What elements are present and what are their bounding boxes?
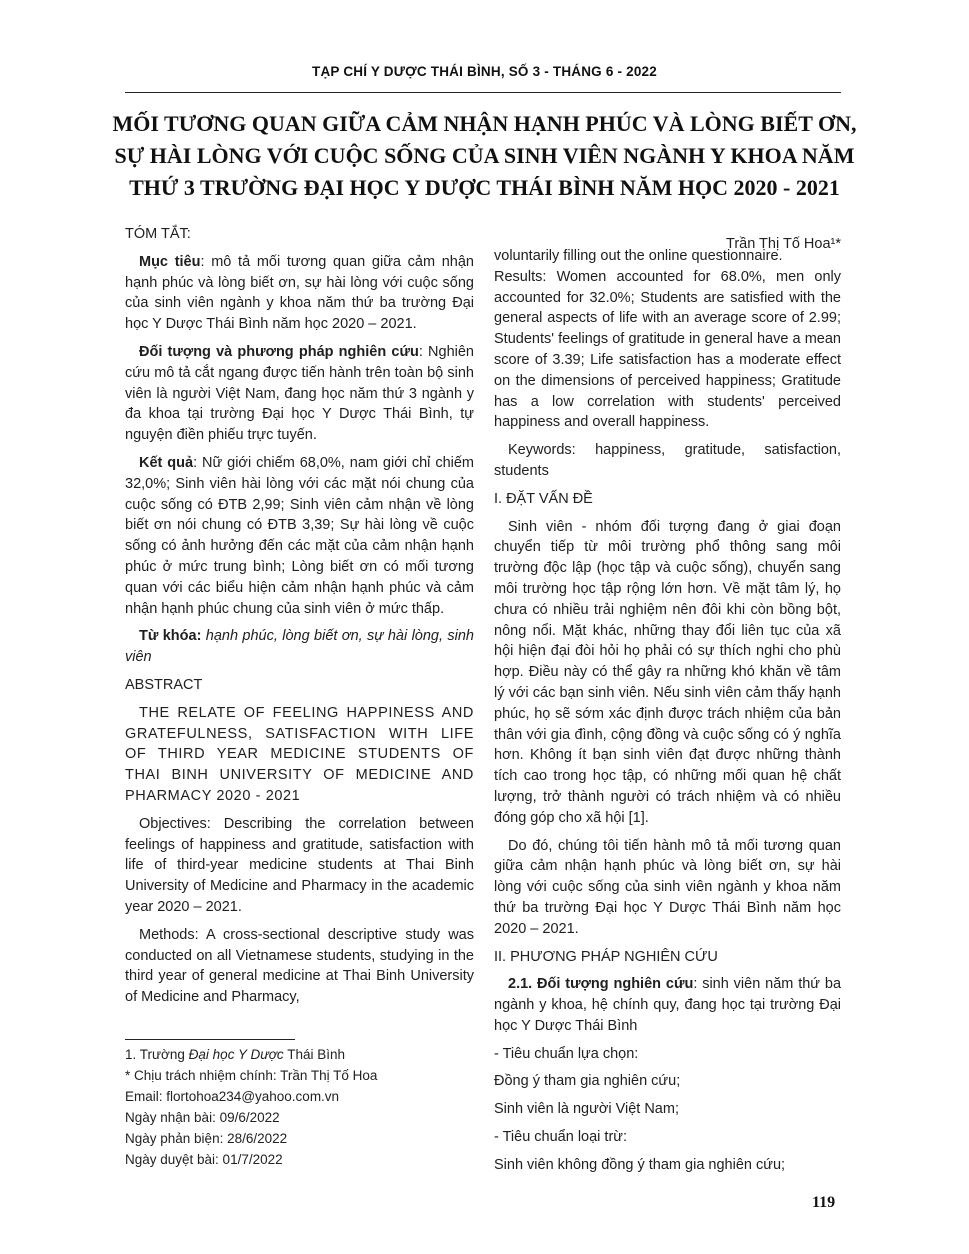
footnotes bbox=[125, 1044, 475, 1170]
section-2-heading: II. PHƯƠNG PHÁP NGHIÊN CỨU bbox=[494, 948, 718, 965]
title-line-2: SỰ HÀI LÒNG VỚI CUỘC SỐNG CỦA SINH VIÊN NGÀNH Y KHOA NĂM bbox=[114, 143, 855, 168]
section-2-1-paragraph bbox=[494, 974, 841, 1036]
methods-paragraph: Methods: A cross-sectional descriptive study was conducted on all Vietnamese students, studying in the third year of general medicine at Thai Binh University of Medicine and Pharmacy, bbox=[125, 926, 474, 1006]
doi-tuong-paragraph bbox=[125, 342, 474, 446]
left-column bbox=[125, 224, 474, 1015]
affiliation-suffix: Thái Bình bbox=[283, 1047, 345, 1062]
article-title bbox=[110, 108, 859, 204]
tu-khoa-paragraph bbox=[125, 626, 474, 668]
ket-qua-text: : Nữ giới chiếm 68,0%, nam giới chỉ chiếm 32,0%; Sinh viên hài lòng với các mặt nói chung của cuộc sống có ĐTB 2,99; Sinh viên cảm nhận về lòng biết ơn nói chung có ĐTB 3,39; Sự hài lòng về cuộc sống có ảnh hưởng đến các mặt của cảm nhận hạnh phúc ở mức trung bình; Lòng biết ơn có mối tương quan với các biểu hiện cảm nhận hạnh phúc và cảm nhận hạnh phúc chung của sinh viên ở mức thấp. bbox=[125, 454, 474, 617]
affiliation-prefix: 1. Trường bbox=[125, 1047, 189, 1062]
objectives-paragraph: Objectives: Describing the correlation between feelings of happiness and gratitude, satisfaction with life of third-year medicine students at Thai Binh University of Medicine and Pharmacy in the academic year 2020 – 2021. bbox=[125, 815, 474, 915]
tu-khoa-text: hạnh phúc, lòng biết ơn, sự hài lòng, sinh viên bbox=[125, 628, 474, 666]
footnote-reviewed: Ngày phản biện: 28/6/2022 bbox=[125, 1131, 288, 1146]
right-column bbox=[494, 246, 841, 1183]
muc-tieu-text: : mô tả mối tương quan giữa cảm nhận hạnh phúc và lòng biết ơn, sự hài lòng với cuộc sống của sinh viên ngành y khoa năm thứ ba trường Đại học Y Dược Thái Bình năm học 2020 – 2021. bbox=[125, 253, 474, 333]
header-rule bbox=[125, 92, 841, 93]
ket-qua-label: Kết quả bbox=[139, 454, 194, 471]
section-1-paragraph-2: Do đó, chúng tôi tiến hành mô tả mối tương quan giữa cảm nhận hạnh phúc và lòng biết ơn, sự hài lòng với cuộc sống của sinh viên ngành y khoa năm thứ ba trường Đại học Y Dược Thái Bình năm học 2020 – 2021. bbox=[494, 837, 841, 937]
include-item-2: Sinh viên là người Việt Nam; bbox=[494, 1101, 679, 1118]
section-1-paragraph-1: Sinh viên - nhóm đối tượng đang ở giai đoạn chuyển tiếp từ môi trường phổ thông sang môi trường độc lập (học tập và cuộc sống), chuyển sang môi trường học tập rộng lớn hơn. Về mặt tâm lý, họ chưa có nhiều trải nghiệm nên đôi khi còn bồng bột, nông nổi. Mặt khác, những thay đổi liên tục của xã hội hiện đại đòi hỏi họ phải có sự thích nghi cho phù hợp. Điều này có thể gây ra những khó khăn về tâm lý với các bạn sinh viên. Nếu sinh viên cảm thấy hạnh phúc, họ sẽ sớm xác định được trách nhiệm của bản thân với gia đình, cộng đồng và cuộc sống có ý nghĩa hơn. Không ít bạn sinh viên đạt được những thành tích cao trong học tập, có những mối quan hệ chất lượng, trở thành người có trách nhiệm và có nhiều đóng góp cho xã hội [1]. bbox=[494, 518, 841, 826]
include-item-1: Đồng ý tham gia nghiên cứu; bbox=[494, 1073, 681, 1090]
abstract-title: THE RELATE OF FEELING HAPPINESS AND GRATEFULNESS, SATISFACTION WITH LIFE OF THIRD YEAR MEDICINE STUDENTS OF THAI BINH UNIVERSITY OF MEDICINE AND PHARMACY 2020 - 2021 bbox=[125, 704, 474, 804]
exclude-item-1: Sinh viên không đồng ý tham gia nghiên cứu; bbox=[494, 1156, 786, 1173]
abstract-heading: ABSTRACT bbox=[125, 676, 203, 693]
doi-tuong-text: : Nghiên cứu mô tả cắt ngang được tiến hành trên toàn bộ sinh viên là người Việt Nam, đang học năm thứ 3 ngành y đa khoa tại trường Đại học Y Dược Thái Bình, tự nguyện điền phiếu trực tuyến. bbox=[125, 343, 475, 444]
ket-qua-paragraph bbox=[125, 453, 474, 619]
page-number: 119 bbox=[812, 1194, 836, 1211]
footnote-rule bbox=[125, 1039, 295, 1040]
footnote-affiliation bbox=[125, 1044, 475, 1065]
muc-tieu-paragraph bbox=[125, 252, 474, 335]
section-2-1-label: 2.1. Đối tượng nghiên cứu bbox=[508, 976, 694, 993]
muc-tieu-label: Mục tiêu bbox=[139, 253, 201, 270]
footnote-received: Ngày nhận bài: 09/6/2022 bbox=[125, 1110, 280, 1125]
section-1-heading: I. ĐẶT VẤN ĐỀ bbox=[494, 490, 593, 507]
section-2-1-text: : sinh viên năm thứ ba ngành y khoa, hệ chính quy, đang học tại trường Đại học Y Dược Thái Bình bbox=[494, 976, 842, 1034]
methods-continued: voluntarily filling out the online questionnaire. bbox=[494, 248, 783, 264]
footnote-email: Email: flortohoa234@yahoo.com.vn bbox=[125, 1089, 340, 1104]
journal-header: TẠP CHÍ Y DƯỢC THÁI BÌNH, SỐ 3 - THÁNG 6 - 2022 bbox=[312, 64, 657, 79]
footnote-corresponding: * Chịu trách nhiệm chính: Trần Thị Tố Hoa bbox=[125, 1068, 378, 1083]
tu-khoa-label: Từ khóa: bbox=[139, 628, 202, 645]
doi-tuong-label: Đối tượng và phương pháp nghiên cứu bbox=[139, 343, 419, 360]
title-line-1: MỐI TƯƠNG QUAN GIỮA CẢM NHẬN HẠNH PHÚC VÀ LÒNG BIẾT ƠN, bbox=[112, 111, 857, 136]
title-line-3: THỨ 3 TRƯỜNG ĐẠI HỌC Y DƯỢC THÁI BÌNH NĂM HỌC 2020 - 2021 bbox=[129, 175, 840, 200]
author-name: Trần Thị Tố Hoa¹* bbox=[726, 236, 841, 252]
criteria-include-heading: - Tiêu chuẩn lựa chọn: bbox=[494, 1045, 639, 1062]
results-paragraph: Results: Women accounted for 68.0%, men only accounted for 32.0%; Students are satisfied with the general aspects of life with an average score of 2.99; Students' feelings of gratitude in general have a mean score of 3.39; Life satisfaction has a moderate effect on the dimensions of perceived happiness; Gratitude has a low correlation with students' perceived happiness and overall happiness. bbox=[494, 268, 841, 431]
keywords-paragraph: Keywords: happiness, gratitude, satisfaction, students bbox=[494, 442, 841, 479]
affiliation-italic: Đại học Y Dược bbox=[188, 1047, 284, 1062]
footnote-accepted: Ngày duyệt bài: 01/7/2022 bbox=[125, 1152, 283, 1167]
criteria-exclude-heading: - Tiêu chuẩn loại trừ: bbox=[494, 1129, 628, 1146]
tomtat-heading: TÓM TẮT: bbox=[125, 226, 191, 242]
